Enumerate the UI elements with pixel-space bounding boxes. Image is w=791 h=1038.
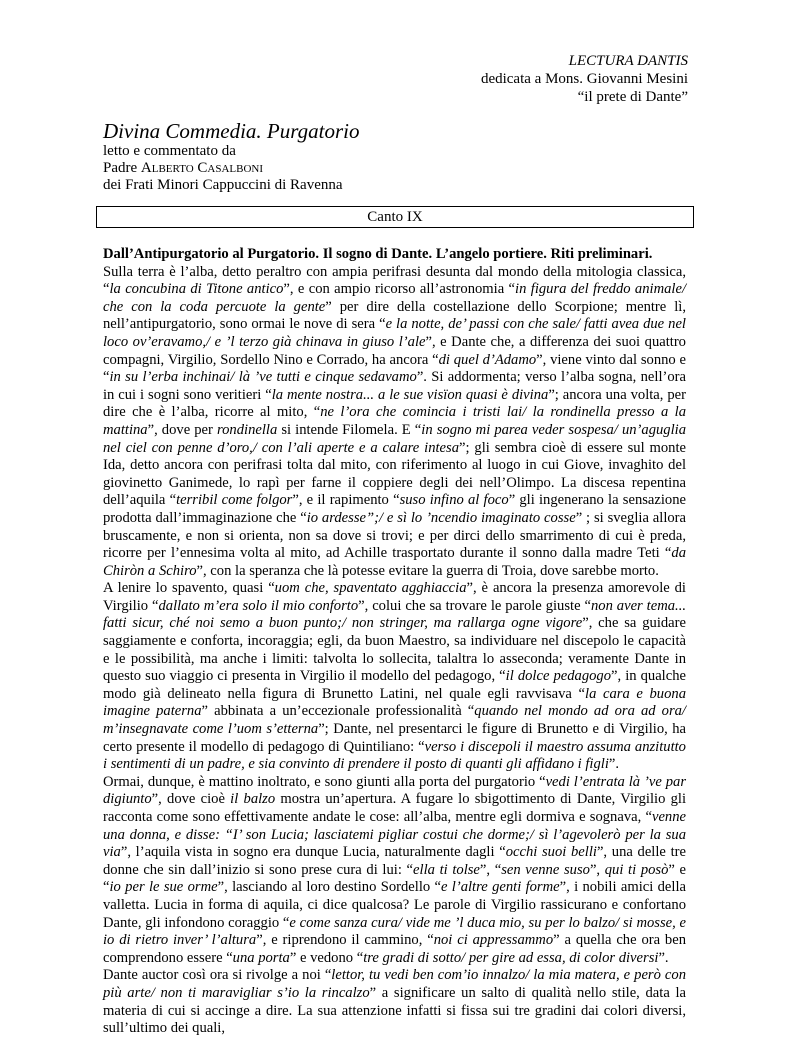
paragraph-text: ”; gli sembra cioè di essere sul monte Ida, detto ancora con perifrasi tolta dal mito, con riferimento al luogo in cui Giove, invaghito del giovinetto Ganimede, lo rapì per farne il coppiere degli dei nell’Olimpo. La discesa repentina dell’aquila “	[103, 439, 686, 509]
quotation-text: noi ci appressammo	[433, 932, 554, 949]
quotation-text: il dolce pedagogo	[505, 668, 612, 685]
quotation-text: quando nel mondo ad ora ad ora/ m’insegnavate come l’uom s’etterna	[103, 703, 686, 738]
quotation-text: in su l’erba inchinai/ là ’ve tutti e cinque sedavamo	[109, 369, 417, 386]
quotation-text: qui ti posò	[604, 861, 669, 878]
paragraph-text: ”, i nobili amici della valletta. Lucia in forma di aquila, ci dice qualcosa? Le parole di Virgilio rassicurano e confortano Dante, gli infondono coraggio “	[103, 879, 686, 931]
paragraph-text: ”, e il rapimento “	[292, 492, 400, 509]
quotation-text: non aver tema... fatti sicur, ché noi semo a buon punto;/ non stringer, ma rallarga ogne vigore	[103, 597, 686, 632]
quotation-text: vedi l’entrata là ’ve par digiunto	[103, 773, 687, 808]
paragraph-text: ”, viene vinto dal sonno e “	[103, 351, 686, 386]
quotation-text: da Chiròn a Schiro	[103, 545, 686, 579]
quotation-text: io ardesse”;/ e sì lo ’ncendio imaginato cosse	[306, 509, 576, 526]
paragraph-text: ”, e con ampio ricorso all’astronomia “	[283, 281, 516, 298]
quotation-text: lettor, tu vedi ben com’io innalzo/ la mia matera, e però con più arte/ non ti maravigliar s’io la rincalzo	[103, 967, 686, 1001]
quotation-text: venne una donna, e disse: “I’ son Lucia; lasciatemi pigliar costui che dorme;/ sì l’agevolerò per la sua via	[103, 809, 686, 861]
quotation-text: occhi suoi belli	[505, 844, 597, 861]
quotation-text: io per le sue orme	[109, 879, 218, 896]
section-heading: Dall’Antipurgatorio al Purgatorio. Il sogno di Dante. L’angelo portiere. Riti preliminari.	[103, 246, 653, 262]
paragraph-text: ”, e riprendono il cammino, “	[256, 932, 434, 949]
paragraph-text: ” a quella che ora ben comprendono essere “	[103, 932, 687, 966]
quotation-text: la cara e buona imagine paterna	[103, 685, 686, 720]
author-byline	[103, 143, 343, 194]
paragraph-text: ” ; si sveglia allora bruscamente, e non si orienta, non sa dove si trovi; e per dirci dello smarrimento di cui è preda, ricorre per l’ennesima volta al mito, ad Achille trasportato durante il sonno dalla madre Teti “	[103, 509, 687, 562]
author-line	[103, 160, 343, 177]
paragraph-text: ”, dove per	[147, 421, 217, 438]
paragraph-text: ”, l’aquila vista in sogno era dunque Lucia, naturalmente dagli “	[120, 844, 506, 861]
quotation-text: rondinella	[216, 421, 278, 438]
quotation-text: e come sanza cura/ vide me ’l duca mio, su per lo balzo/ si mosse, e io di rietro inver’ l’altura	[103, 914, 686, 949]
paragraph-text: ”, dove cioè	[151, 791, 231, 808]
paragraph-text: ”.	[608, 756, 620, 773]
body-paragraph	[103, 967, 686, 1037]
paragraph-text: ” e “	[103, 861, 687, 896]
body-paragraph	[103, 774, 686, 968]
byline-intro: letto e commentato da	[103, 143, 236, 159]
quotation-text: verso i discepoli il maestro assuma anzitutto i sentimenti di un padre, e sia convinto di prendere il posto di quanti gli affidano i figli	[103, 738, 686, 773]
main-text	[103, 246, 686, 1038]
paragraph-text: ”. Si addormenta; verso l’alba sogna, nell’ora in cui i sogni sono veritieri “	[103, 369, 686, 403]
quotation-text: la concubina di Titone antico	[109, 281, 284, 298]
paragraph-text: ”, con la speranza che là potesse evitare la guerra di Troia, dove sarebbe morto.	[196, 562, 659, 579]
paragraph-text: Ormai, dunque, è mattino inoltrato, e sono giunti alla porta del purgatorio “	[103, 773, 546, 790]
paragraph-text: Sulla terra è l’alba, detto peraltro con ampia perifrasi desunta dal mondo della mitologia classica, “	[103, 263, 686, 298]
paragraph-text: ”, è ancora la presenza amorevole di Virgilio “	[103, 580, 686, 614]
paragraph-text: mostra un’apertura. A fugare lo sbigottimento di Dante, Virgilio gli racconta come sono effettivamente andate le cose: all’alba, mentre egli dormiva e sognava, “	[103, 791, 687, 825]
quotation-text: uom che, spaventato agghiaccia	[274, 580, 467, 597]
paragraph-text: ”, che sa guidare saggiamente e conforta, incoraggia; egli, da buon Maestro, sa individuare nel discepolo le capacità e le possibilità, ma anche i limiti: talvolta lo sollecita, talaltra lo asseconda; veramente Dante in questo suo viaggio ci presenta in Virgilio il modello del pedagogo, “	[103, 615, 686, 685]
series-title: LECTURA DANTIS	[568, 53, 688, 69]
quotation-text: la mente nostra... a le sue visïon quasi è divina	[271, 386, 549, 403]
body-paragraph	[103, 264, 686, 581]
quotation-text: terribil come folgor	[176, 492, 293, 509]
paragraph-text: si intende Filomela. E “	[277, 421, 422, 438]
quotation-text: tre gradi di sotto/ per gire ad essa, di color diversi	[363, 949, 659, 966]
paragraph-text: ”, colui che sa trovare le parole giuste “	[358, 597, 591, 614]
paragraph-text: ” per dire della costellazione dello Scorpione; mentre lì, nell’antipurgatorio, sono ormai le nove di sera “	[103, 298, 686, 333]
paragraph-text: ”, e Dante che, a differenza dei suoi quattro compagni, Virgilio, Sordello Nino e Corrado, ha ancora “	[103, 333, 686, 368]
paragraph-text: ”, una delle tre donne che sin dall’inizio si sono prese cura di lui: “	[103, 844, 686, 878]
paragraph-text: A lenire lo spavento, quasi “	[103, 580, 275, 597]
author-name: Alberto Casalboni	[140, 160, 264, 176]
quotation-text: di quel d’Adamo	[438, 351, 537, 368]
body-paragraph	[103, 580, 686, 774]
quotation-text: il balzo	[230, 791, 276, 808]
quotation-text: suso infino al foco	[399, 492, 509, 509]
paragraph-text: ”, “	[479, 861, 502, 878]
dedication-line: dedicata a Mons. Giovanni Mesini	[480, 71, 688, 87]
quotation-text: ne l’ora che comincia i tristi lai/ la rondinella presso a la mattina	[103, 404, 686, 438]
quotation-text: ella ti tolse	[413, 861, 480, 878]
paragraph-text: ”, in qualche modo già delineato nella figura di Brunetto Latini, nel quale egli ravvisava “	[103, 668, 686, 702]
quotation-text: e la notte, de’ passi con che sale/ fatti avea due nel loco ov’eravamo,/ e ’l terzo già chinava in giuso l’ale	[103, 316, 686, 350]
quotation-text: una porta	[232, 949, 290, 966]
paragraph-text: Dante auctor così ora si rivolge a noi “	[103, 967, 332, 984]
quotation-text: in figura del freddo animale/ che con la coda percuote la gente	[103, 281, 686, 315]
author-title: Padre	[103, 160, 138, 176]
quotation-text: in sogno mi parea veder sospesa/ un’aguglia nel ciel con penne d’oro,/ con l’ali aperte e a calare intesa	[103, 421, 687, 456]
paragraph-text: ”; Dante, nel presentarci le figure di Brunetto e di Virgilio, ha certo presente il modello di pedagogo di Quintiliano: “	[103, 721, 686, 755]
paragraph-text: ”,	[589, 861, 605, 878]
paragraph-text: ” a significare un salto di qualità nello stile, data la materia di cui si accinge a dire. La sua attenzione infatti si fissa sui tre gradini dai colori diversi, sull’ultimo dei quali,	[103, 984, 686, 1037]
paragraph-text: ”.	[658, 949, 669, 966]
paragraph-text: ” gli ingenerano la sensazione prodotta dall’immaginazione che “	[103, 492, 686, 526]
order-line: dei Frati Minori Cappuccini di Ravenna	[103, 177, 343, 193]
paragraph-text: ” abbinata a un’eccezionale professionalità “	[201, 703, 475, 720]
quotation-text: e l’altre genti forme	[440, 879, 560, 896]
paragraph-text: ”; ancora una volta, per dire che è l’alba, ricorre al mito, “	[103, 386, 687, 421]
paragraph-text: ”, lasciando al loro destino Sordello “	[217, 879, 441, 896]
nickname-line: “il prete di Dante”	[577, 89, 688, 105]
quotation-text: sen venne suso	[501, 861, 590, 878]
document-title: Divina Commedia. Purgatorio	[103, 119, 360, 143]
paragraph-text: ” e vedono “	[289, 949, 364, 966]
quotation-text: dallato m’era solo il mio conforto	[158, 597, 359, 614]
canto-heading-box: Canto IX	[96, 206, 694, 228]
series-header	[481, 52, 688, 106]
